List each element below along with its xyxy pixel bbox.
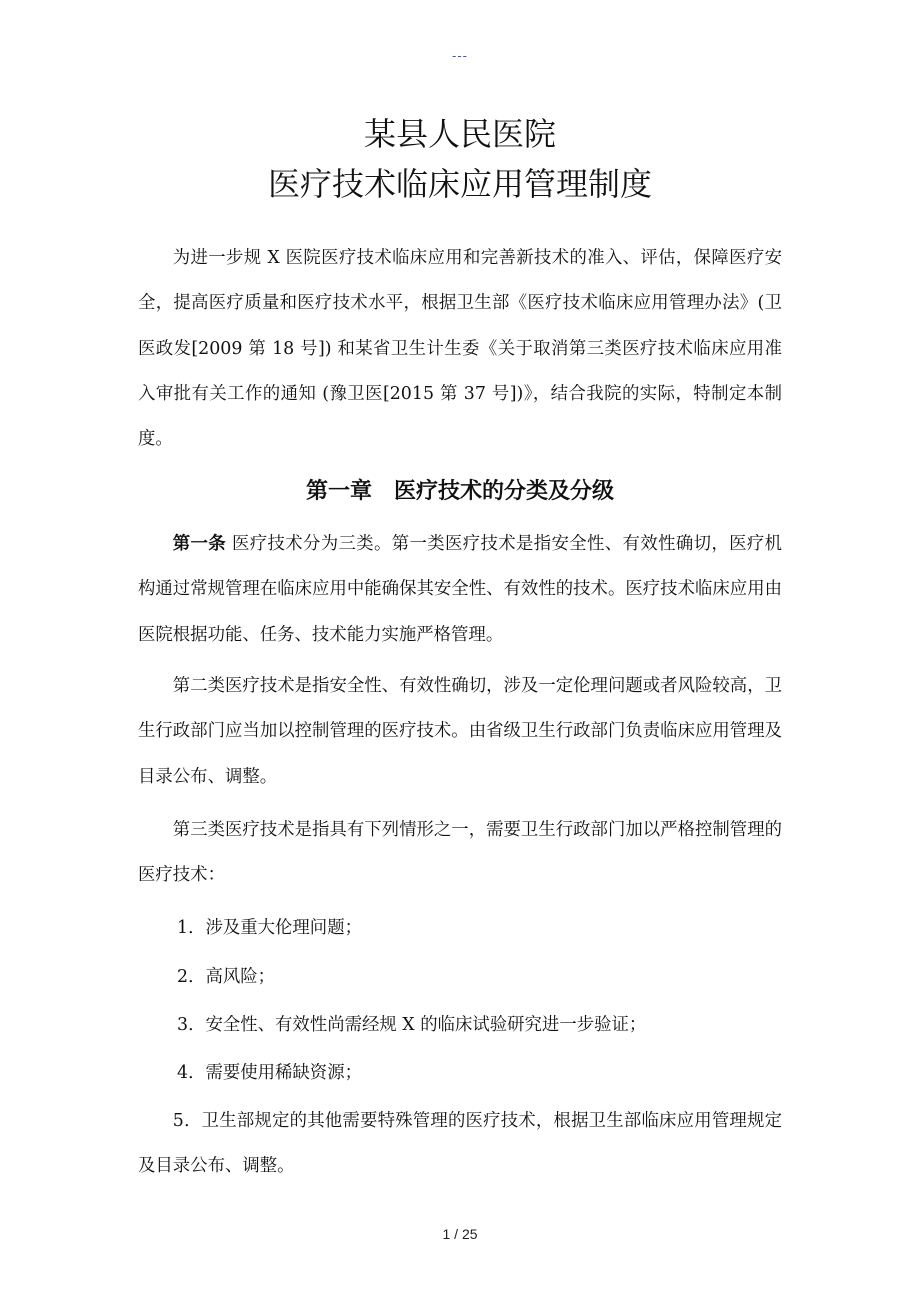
list-item: 4．需要使用稀缺资源； [177,1063,362,1083]
article-1-label: 第一条 [172,534,227,554]
document-title-line2: 医疗技术临床应用管理制度 [267,165,652,203]
page-header-mark: --- [452,48,468,63]
article-1-text: 医疗技术分为三类。第一类医疗技术是指安全性、有效性确切，医疗机构通过常规管理在临床应用中能确保其安全性、有效性的技术。医疗技术临床应用由医院根据功能、任务、技术能力实施严格管理。 [138,534,782,645]
chapter-heading: 第一章 医疗技术的分类及分级 [305,479,614,504]
intro-paragraph: 为进一步规 X 医院医疗技术临床应用和完善新技术的准入、评估，保障医疗安全，提高医疗质量和医疗技术水平，根据卫生部《医疗技术临床应用管理办法》(卫医政发[2009 第 18 号]) 和某省卫生计生委《关于取消第三类医疗技术临床应用准入审批有关工作的通知 (豫卫医[2015 第 37 号])》，结合我院的实际，特制定本制度。 [138,248,782,450]
list-item: 2．高风险； [177,967,276,987]
article-1-paragraph [138,522,782,658]
class-3-paragraph: 第三类医疗技术是指具有下列情形之一，需要卫生行政部门加以严格控制管理的医疗技术： [138,820,782,886]
list-item: 1．涉及重大伦理问题； [177,918,362,938]
document-title-line1: 某县人民医院 [363,115,556,153]
page-number: 1 / 25 [442,1226,478,1242]
list-item: 3．安全性、有效性尚需经规 X 的临床试验研究进一步验证； [177,1015,647,1035]
class-2-paragraph: 第二类医疗技术是指安全性、有效性确切，涉及一定伦理问题或者风险较高，卫生行政部门应当加以控制管理的医疗技术。由省级卫生行政部门负责临床应用管理及目录公布、调整。 [138,676,782,787]
list-item-5-paragraph: 5．卫生部规定的其他需要特殊管理的医疗技术，根据卫生部临床应用管理规定及目录公布、调整。 [138,1111,782,1177]
